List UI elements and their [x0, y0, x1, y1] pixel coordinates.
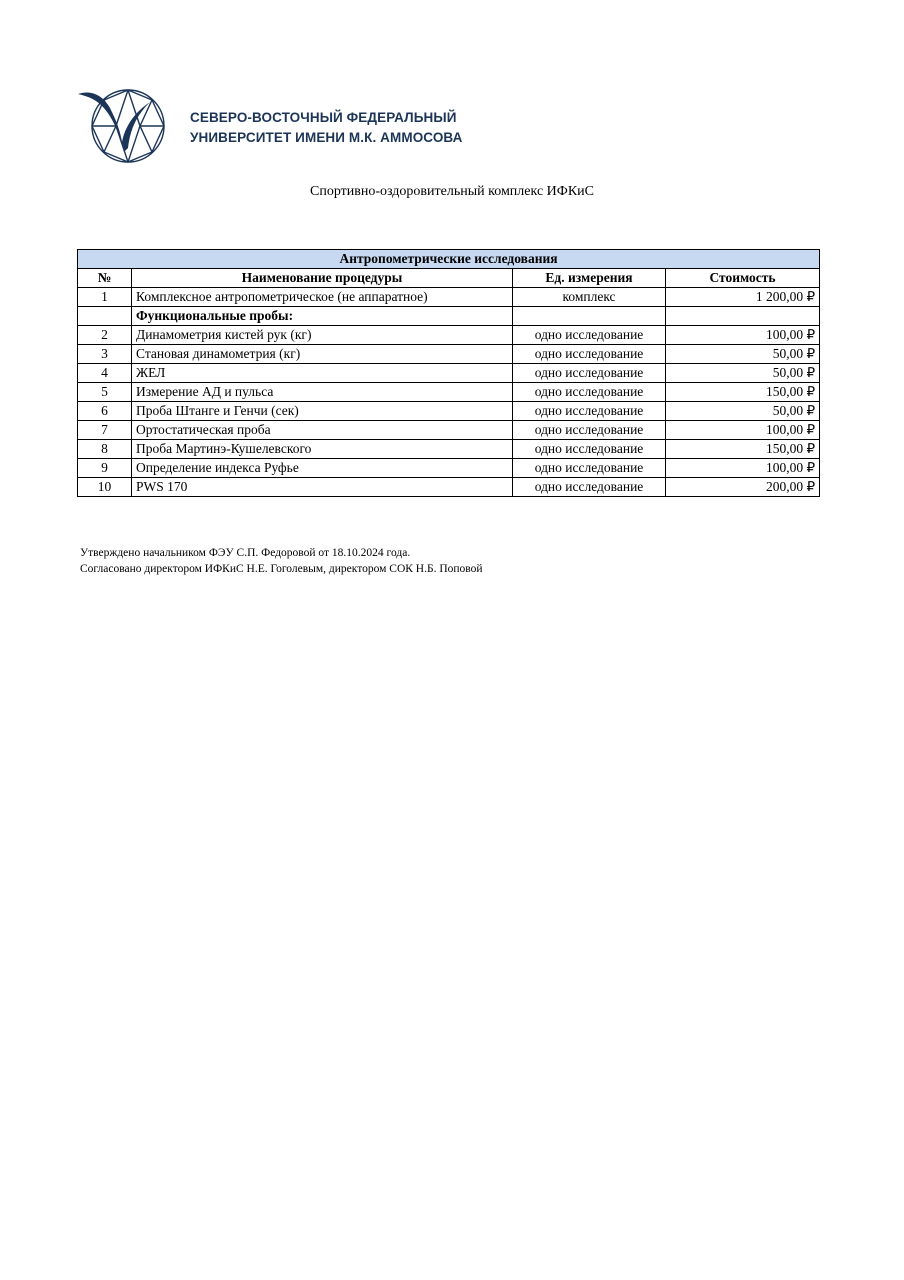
cell-name: ЖЕЛ — [132, 364, 513, 383]
cell-unit — [513, 307, 666, 326]
cell-price: 50,00 ₽ — [666, 402, 820, 421]
cell-number: 1 — [78, 288, 132, 307]
cell-name: Проба Штанге и Генчи (сек) — [132, 402, 513, 421]
university-emblem-icon — [76, 86, 172, 166]
cell-name: Ортостатическая проба — [132, 421, 513, 440]
university-name — [190, 108, 462, 148]
cell-name: Измерение АД и пульса — [132, 383, 513, 402]
cell-number: 10 — [78, 478, 132, 497]
cell-unit: одно исследование — [513, 478, 666, 497]
cell-unit: одно исследование — [513, 326, 666, 345]
cell-price: 100,00 ₽ — [666, 459, 820, 478]
cell-unit: одно исследование — [513, 383, 666, 402]
table-row — [78, 421, 820, 440]
cell-name: Становая динамометрия (кг) — [132, 345, 513, 364]
cell-number: 3 — [78, 345, 132, 364]
table-row — [78, 326, 820, 345]
table-caption-row — [78, 250, 820, 269]
column-header-price: Стоимость — [666, 269, 820, 288]
cell-number: 8 — [78, 440, 132, 459]
cell-price: 100,00 ₽ — [666, 421, 820, 440]
cell-name: PWS 170 — [132, 478, 513, 497]
cell-price: 50,00 ₽ — [666, 345, 820, 364]
cell-unit: одно исследование — [513, 440, 666, 459]
cell-price: 150,00 ₽ — [666, 440, 820, 459]
page-subtitle: Спортивно-оздоровительный комплекс ИФКиС — [310, 184, 594, 199]
cell-unit: одно исследование — [513, 402, 666, 421]
cell-number: 4 — [78, 364, 132, 383]
table-row — [78, 440, 820, 459]
cell-price: 100,00 ₽ — [666, 326, 820, 345]
cell-unit: одно исследование — [513, 459, 666, 478]
cell-unit: комплекс — [513, 288, 666, 307]
cell-name: Определение индекса Руфье — [132, 459, 513, 478]
cell-name: Проба Мартинэ-Кушелевского — [132, 440, 513, 459]
agreement-text: Согласовано директором ИФКиС Н.Е. Гоголевым, директором СОК Н.Б. Поповой — [80, 563, 483, 575]
cell-number: 5 — [78, 383, 132, 402]
cell-name: Функциональные пробы: — [132, 307, 513, 326]
university-name-line2: УНИВЕРСИТЕТ ИМЕНИ М.К. АММОСОВА — [190, 130, 463, 145]
table-row — [78, 383, 820, 402]
cell-number — [78, 307, 132, 326]
price-table — [77, 249, 820, 497]
cell-price: 1 200,00 ₽ — [666, 288, 820, 307]
cell-number: 7 — [78, 421, 132, 440]
column-header-number: № — [78, 269, 132, 288]
column-header-name: Наименование процедуры — [132, 269, 513, 288]
university-name-line1: СЕВЕРО-ВОСТОЧНЫЙ ФЕДЕРАЛЬНЫЙ — [190, 110, 457, 125]
table-row — [78, 459, 820, 478]
approval-text: Утверждено начальником ФЭУ С.П. Федоровой от 18.10.2024 года. — [80, 547, 411, 559]
approval-notes — [80, 545, 483, 577]
cell-price: 150,00 ₽ — [666, 383, 820, 402]
cell-name: Динамометрия кистей рук (кг) — [132, 326, 513, 345]
cell-name: Комплексное антропометрическое (не аппаратное) — [132, 288, 513, 307]
cell-price: 50,00 ₽ — [666, 364, 820, 383]
table-row — [78, 478, 820, 497]
column-header-unit: Ед. измерения — [513, 269, 666, 288]
table-row — [78, 364, 820, 383]
cell-unit: одно исследование — [513, 421, 666, 440]
cell-number: 9 — [78, 459, 132, 478]
university-logo — [76, 86, 476, 166]
cell-price — [666, 307, 820, 326]
table-row — [78, 402, 820, 421]
cell-unit: одно исследование — [513, 345, 666, 364]
table-row — [78, 345, 820, 364]
table-caption: Антропометрические исследования — [78, 250, 820, 269]
table-row — [78, 288, 820, 307]
table-header-row — [78, 269, 820, 288]
cell-unit: одно исследование — [513, 364, 666, 383]
cell-number: 6 — [78, 402, 132, 421]
cell-price: 200,00 ₽ — [666, 478, 820, 497]
cell-number: 2 — [78, 326, 132, 345]
table-row — [78, 307, 820, 326]
